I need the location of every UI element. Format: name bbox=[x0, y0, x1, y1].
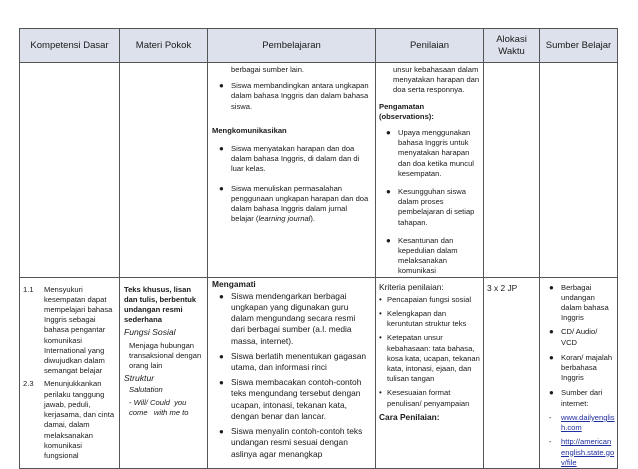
table-row bbox=[20, 277, 618, 468]
list-item: ● Koran/ majalah berbahasa Inggris bbox=[549, 352, 613, 383]
alokasi-value: 3 x 2 JP bbox=[487, 282, 518, 293]
header-row bbox=[20, 29, 618, 63]
cell-materi-empty bbox=[120, 63, 208, 278]
link-item: - www.dailyenglish.com bbox=[549, 412, 615, 433]
list-item: • Kelengkapan dan keruntutan struktur teks bbox=[379, 309, 467, 329]
learning-journal-text: Siswa menuliskan permasalahan penggunaan ungkapan harapan dan doa dalam bahasa Inggris dalam jurnal belajar (learning journal). bbox=[231, 183, 369, 224]
salutation-label: Salutation bbox=[129, 385, 163, 395]
syllabus-table bbox=[19, 28, 618, 469]
cell-kd-empty bbox=[20, 63, 120, 278]
struktur-label: Struktur bbox=[124, 373, 155, 384]
kd-item-1: 1.1 Mensyukuri kesempatan dapat mempelajari bahasa Inggris sebagai bahasa pengantar komunikasi International yang diwujudkan dalam semangat belajar bbox=[23, 284, 113, 376]
list-item: ● Berbagai undangan dalam bahasa Inggris bbox=[549, 282, 609, 323]
list-item: ● Upaya menggunakan bahasa Inggris untuk menyatakan harapan dan doa ketika muncul kesempatan. bbox=[386, 128, 474, 178]
pengamatan-heading: Pengamatan (observations): bbox=[379, 101, 434, 121]
header-penilaian: Penilaian bbox=[376, 29, 484, 63]
cell-kd bbox=[20, 277, 120, 468]
americanenglish-link[interactable]: http://americanenglish.state.gov/file bbox=[561, 437, 615, 467]
mengamati-heading: Mengamati bbox=[212, 278, 256, 289]
list-item: ● Siswa menuliskan permasalahan penggunaan ungkapan harapan dan doa dalam bahasa Inggris dalam jurnal belajar (learning journal). bbox=[219, 183, 369, 224]
cell-pembelajaran-2 bbox=[208, 277, 376, 468]
list-item: ● Kesantunan dan kepedulian dalam melaksanakan komunikasi bbox=[386, 235, 458, 276]
cell-alokasi bbox=[484, 277, 540, 468]
list-item: ● Siswa membandingkan antara ungkapan dalam bahasa Inggris dan dalam bahasa siswa. bbox=[219, 81, 369, 111]
penilaian-lead: unsur kebahasaan dalam menyatakan harapan dan doa serta responnya. bbox=[393, 65, 480, 95]
list-item: ● Siswa menyatakan harapan dan doa dalam bahasa Inggris, di dalam dan di luar kelas. bbox=[219, 144, 360, 174]
cell-pembelajaran bbox=[208, 63, 376, 278]
fungsi-sosial-label: Fungsi Sosial bbox=[124, 327, 176, 338]
header-kompetensi-dasar: Kompetensi Dasar bbox=[20, 29, 120, 63]
cell-sumber-empty bbox=[540, 63, 618, 278]
list-item: ● CD/ Audio/ VCD bbox=[549, 327, 598, 347]
list-item: ● Siswa menyalin contoh-contoh teks undangan resmi sesuai dengan aslinya agar menangkap bbox=[219, 426, 363, 459]
list-item: ● Siswa membacakan contoh-contoh teks mengundang tersebut dengan ucapan, intonasi, tekanan kata, dengan benar dan lancar. bbox=[219, 377, 362, 421]
table-row bbox=[20, 63, 618, 278]
list-item: • Pencapaian fungsi sosial bbox=[379, 294, 472, 304]
pembelajaran-lead: berbagai sumber lain. bbox=[231, 65, 305, 74]
header-sumber-belajar: Sumber Belajar bbox=[540, 29, 618, 63]
header-alokasi-waktu: Alokasi Waktu bbox=[484, 29, 540, 63]
list-item: • Kesesuaian format penulisan/ penyampaian bbox=[379, 388, 470, 408]
cell-penilaian bbox=[376, 63, 484, 278]
cell-penilaian-2 bbox=[376, 277, 484, 468]
list-item: ● Sumber dari internet: bbox=[549, 388, 603, 408]
header-materi-pokok: Materi Pokok bbox=[120, 29, 208, 63]
cara-penilaian-heading: Cara Penilaian: bbox=[379, 411, 440, 422]
kd-item-2: 2.3 Menunjukkankan perilaku tanggung jawab, peduli, kerjasama, dan cinta damai, dalam melaksanakan komunikasi fungsional bbox=[23, 379, 115, 460]
list-item: ● Kesungguhan siswa dalam proses pembelajaran di setiap tahapan. bbox=[386, 187, 475, 227]
link-item: - http://americanenglish.state.gov/file bbox=[549, 437, 615, 467]
cell-materi bbox=[120, 277, 208, 468]
dailyenglish-link[interactable]: www.dailyenglish.com bbox=[561, 412, 615, 433]
cell-alokasi-empty bbox=[484, 63, 540, 278]
header-pembelajaran: Pembelajaran bbox=[208, 29, 376, 63]
kriteria-heading: Kriteria penilaian: bbox=[379, 281, 444, 292]
mengkomunikasikan-heading: Mengkomunikasikan bbox=[212, 125, 287, 135]
cell-sumber bbox=[540, 277, 618, 468]
example-text: - Will/ Could you come with me to bbox=[129, 397, 189, 417]
list-item: ● Siswa berlatih menentukan gagasan utama, dan informasi rinci bbox=[219, 350, 367, 373]
materi-heading: Teks khusus, lisan dan tulis, berbentuk undangan resmi sederhana bbox=[124, 284, 197, 325]
list-item: • Ketepatan unsur kebahasaan: tata bahasa, kosa kata, ucapan, tekanan kata, intonasi, ejaan, dan tulisan tangan bbox=[379, 333, 480, 384]
list-item: ● Siswa mendengarkan berbagai ungkapan yang digunakan guru dalam mengundang secara resmi dari berbagai sumber (a.l. media massa, internet). bbox=[219, 290, 356, 346]
fungsi-sosial-text: Menjaga hubungan transaksional dengan orang lain bbox=[129, 340, 202, 371]
